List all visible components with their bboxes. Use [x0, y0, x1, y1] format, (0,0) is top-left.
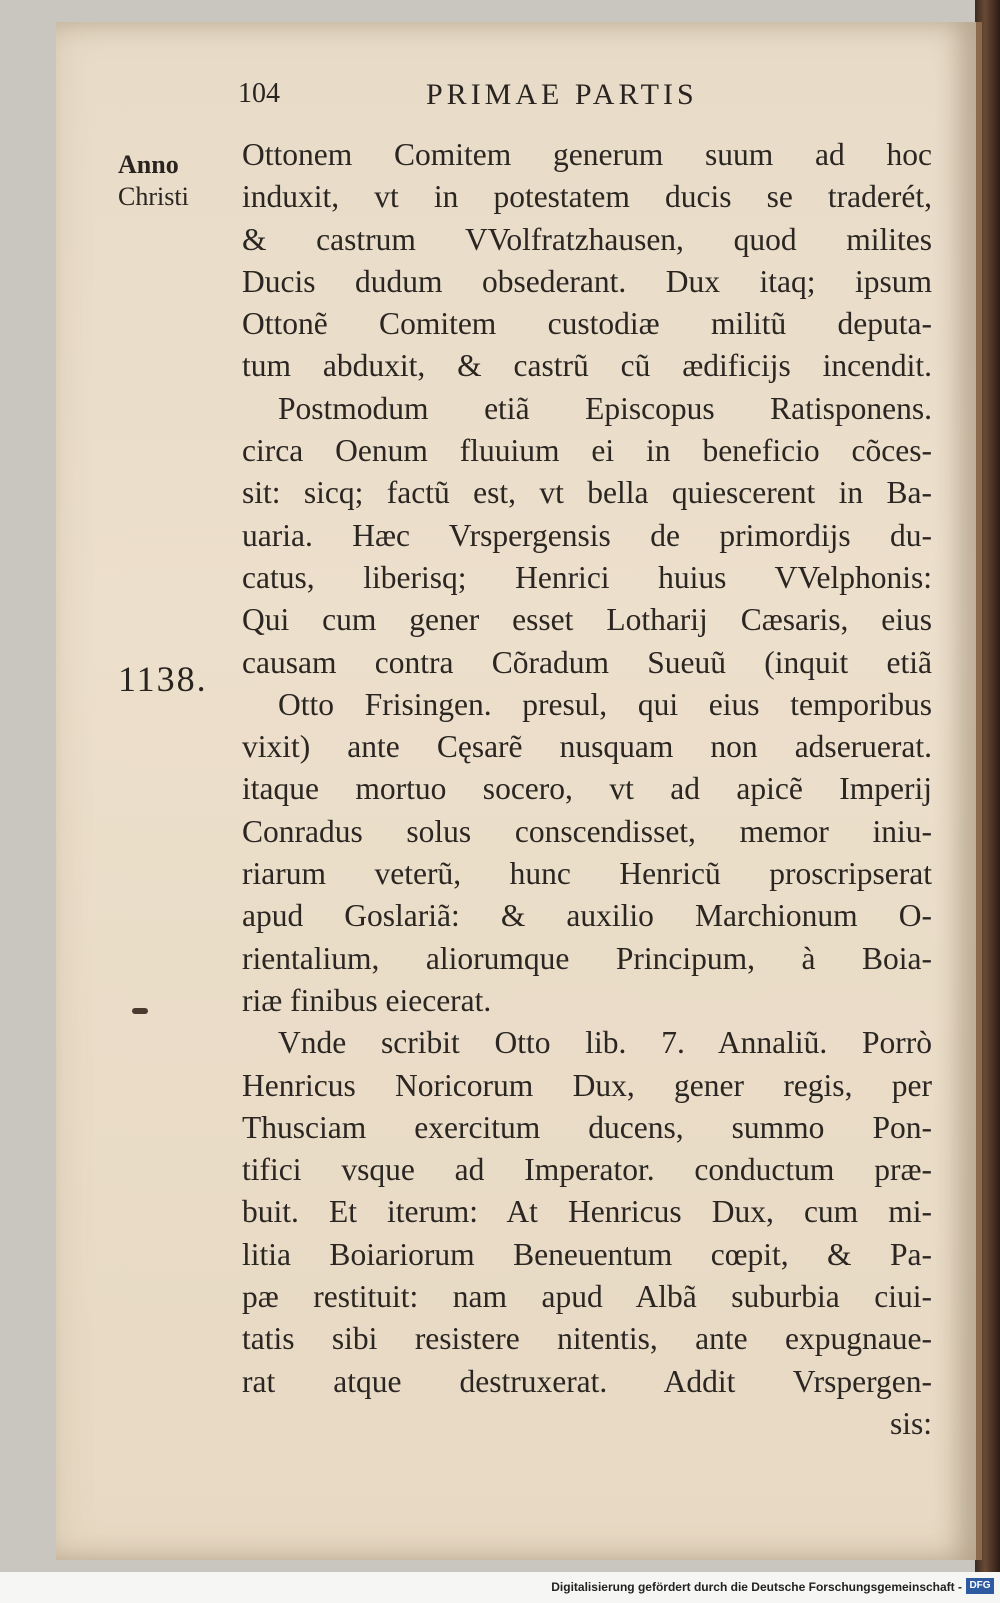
text-line: rientalium, aliorumque Principum, à Boia-: [242, 940, 932, 976]
text-line: itaque mortuo socero, vt ad apicẽ Imperij: [242, 771, 932, 807]
text-line: Ducis dudum obsederant. Dux itaq; ipsum: [242, 263, 932, 299]
margin-note-anno: Anno: [118, 150, 179, 179]
funding-credit: Digitalisierung gefördert durch die Deutsche Forschungsgemeinschaft -: [551, 1580, 962, 1594]
text-line: Otto Frisingen. presul, qui eius temporibus: [278, 686, 932, 722]
running-title: PRIMAE PARTIS: [426, 78, 698, 111]
text-line: tum abduxit, & castrũ cũ ædificijs incendit.: [242, 348, 932, 384]
text-line: riæ finibus eiecerat.: [242, 982, 492, 1018]
text-line: riarum veterũ, hunc Henricũ proscripserat: [242, 856, 932, 892]
text-line: Ottonem Comitem generum suum ad hoc: [242, 137, 932, 172]
text-line: induxit, vt in potestatem ducis se traderét,: [242, 179, 932, 215]
text-line: buit. Et iterum: At Henricus Dux, cum mi-: [242, 1194, 932, 1230]
dfg-logo: DFG: [966, 1578, 994, 1594]
page-header: [56, 78, 976, 118]
text-line: Thusciam exercitum ducens, summo Pon-: [242, 1109, 932, 1145]
text-line: Postmodum etiã Episcopus Ratisponens.: [278, 390, 932, 426]
margin-note-christi: Christi: [118, 182, 189, 211]
footer-bar: [0, 1572, 1000, 1603]
text-line: tifici vsque ad Imperator. conductum præ-: [242, 1152, 932, 1188]
text-line: & castrum VVolfratzhausen, quod milites: [242, 221, 932, 257]
text-line: litia Boiariorum Beneuentum cœpit, & Pa-: [242, 1236, 932, 1272]
text-line: Vnde scribit Otto lib. 7. Annaliũ. Porrò: [278, 1025, 932, 1061]
ink-mark: [132, 1008, 148, 1014]
text-line: Henricus Noricorum Dux, gener regis, per: [242, 1067, 932, 1103]
page-number: 104: [238, 78, 280, 109]
text-line: vixit) ante Cęsarẽ nusquam non adseruerat.: [242, 729, 932, 765]
body-text: [242, 134, 932, 1445]
text-line: circa Oenum fluuium ei in beneficio cõces-: [242, 433, 932, 469]
text-line: tatis sibi resistere nitentis, ante expugnaue-: [242, 1321, 932, 1357]
text-line: rat atque destruxerat. Addit Vrspergen-: [242, 1363, 932, 1399]
text-line: catus, liberisq; Henrici huius VVelphonis:: [242, 559, 932, 595]
text-line: pæ restituit: nam apud Albã suburbia ciui-: [242, 1279, 932, 1315]
book-page: [56, 22, 982, 1560]
text-line: apud Goslariã: & auxilio Marchionum O-: [242, 898, 932, 934]
text-line: Conradus solus conscendisset, memor iniu-: [242, 813, 932, 849]
text-line: Qui cum gener esset Lotharij Cæsaris, eius: [242, 602, 932, 638]
text-line: sis:: [889, 1405, 932, 1441]
text-line: causam contra Cõradum Sueuũ (inquit etiã: [242, 644, 932, 680]
margin-note-year: 1138.: [118, 659, 208, 699]
text-line: Ottonẽ Comitem custodiæ militũ deputa-: [242, 306, 932, 342]
text-line: uaria. Hæc Vrspergensis de primordijs du-: [242, 517, 932, 553]
text-line: sit: sicq; factũ est, vt bella quiescerent in Ba-: [242, 475, 932, 511]
